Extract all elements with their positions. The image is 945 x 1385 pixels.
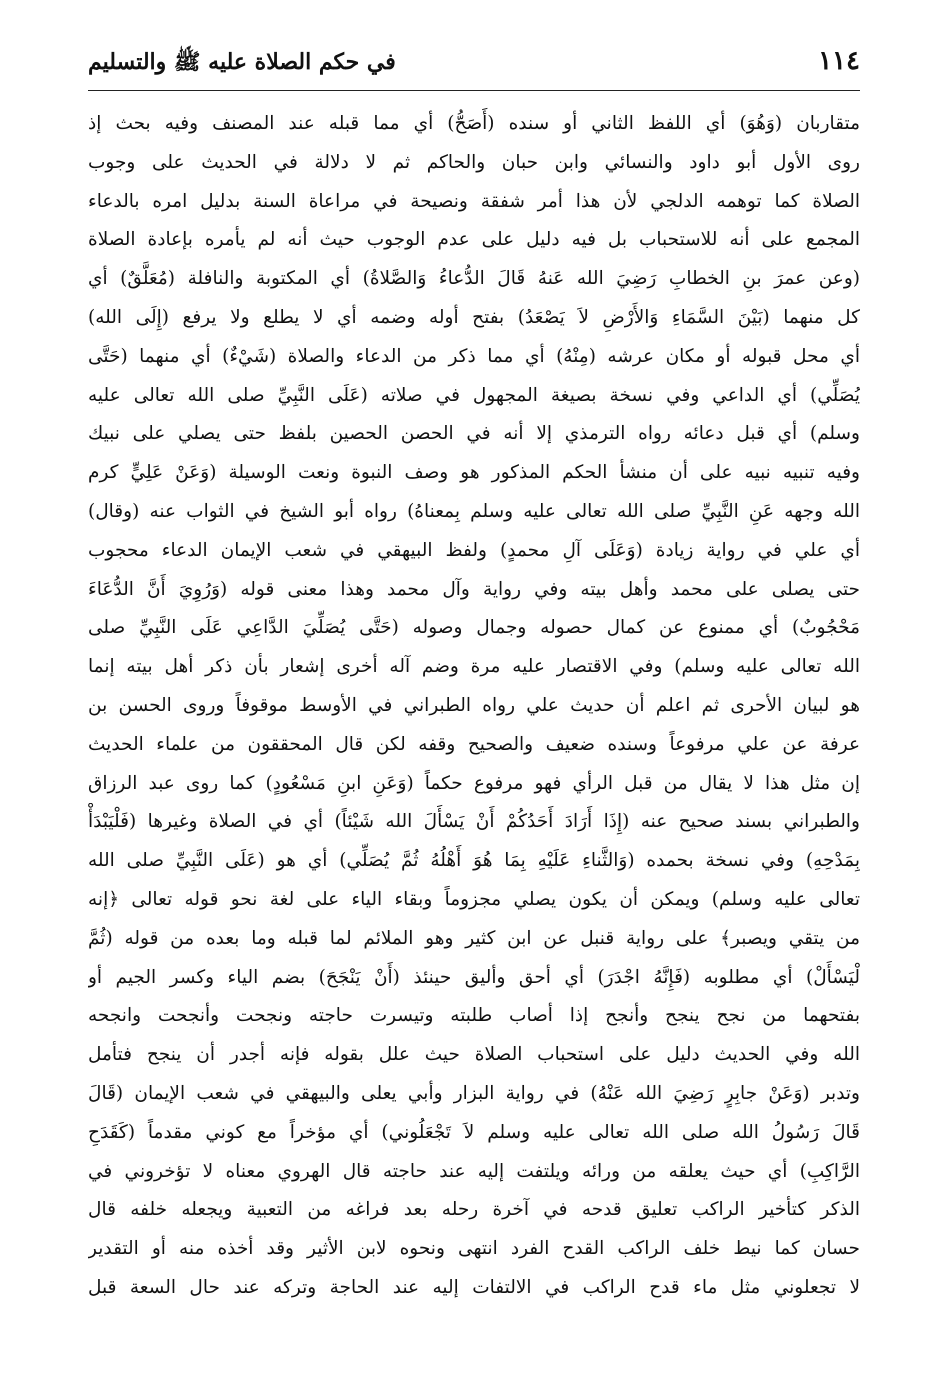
text-line: الرَّاكِبِ) أي حيث يعلقه من ورائه ويلتفت إليه عند حاجته قال الهروي معناه لا تؤخروني في [88,1160,860,1182]
page-header [88,36,860,91]
text-line: المجمع على أنه للاستحباب بل فيه دليل على عدم الوجوب حيث أنه لم يأمره بإعادة الصلاة [88,229,860,251]
book-page [88,36,860,1356]
text-line: الذكر كتأخير الراكب تعليق قدحه في آخرة رحله بعد فراغه من التعبية ويجعله خلفه قال [88,1199,860,1221]
text-line: بفتحهما من نجح ينجح وأنجح إذا أصاب طلبته وتيسرت حاجته ونجحت وأنجحت وانجحه [88,1005,860,1027]
text-line: وتدبر (وَعَنْ جابِرٍ رَضِيَ الله عَنْهُ) في رواية البزار وأبي يعلى والبيهقي في شعب الإيمان (قَالَ [88,1082,860,1104]
running-title: في حكم الصلاة عليه ﷺ والتسليم [88,49,396,75]
text-line: أي محل قبوله أو مكان عرشه (مِنْهُ) أي مما ذكر من الدعاء والصلاة (شَيْءٌ) أي منهما (حَتَّى [88,345,860,367]
page-number: ١١٤ [818,46,860,76]
text-line: كل منهما (بَيْنَ السَّمَاءِ وَالأَرْضِ لاَ يَصْعَدُ) بفتح أوله وضمه أي لا يطلع ولا يرفع (إِلَى الله) [88,306,860,328]
text-line: (وعن عمرَ بنِ الخطابِ رَضِيَ الله عَنهُ قَالَ الدُّعاءُ وَالصَّلاةُ) أي المكتوبة والنافلة (مُعَلَّقٌ) أي [88,268,860,290]
text-line: عرفة عن علي مرفوعاً وسنده ضعيف والصحيح وقفه لكن قال المحققون من علماء الحديث [88,733,860,755]
text-line: يُصَلِّي) أي الداعي وفي نسخة بصيغة المجهول في صلاته (عَلَى النَّبِيِّ صلى الله تعالى عليه [88,384,860,406]
text-line: الله وجهه عَنِ النَّبِيِّ صلى الله تعالى عليه وسلم بِمعناهُ) رواه أبو الشيخ في الثواب عنه (وقال) [88,500,860,522]
text-line: الله وفي الحديث دليل على استحباب الصلاة حيث علل بقوله فإنه أجدر أن ينجح فتأمل [88,1044,860,1066]
text-line: لا تجعلوني مثل ماء قدح الراكب في الالتفات إليه عند الحاجة وتركه عند حال السعة قبل [88,1276,860,1298]
text-line: حسان كما نيط خلف الراكب القدح الفرد انتهى ونحوه لابن الأثير وقد أخذه منه أو التقدير [88,1238,860,1260]
text-line: روى الأول أبو داود والنسائي وابن حبان والحاكم ثم لا دلالة في الحديث على وجوب [88,151,860,173]
body-text [88,105,860,1308]
text-line: قَالَ رَسُولُ الله صلى الله تعالى عليه وسلم لاَ تَجْعَلُوني) أي مؤخراً مع كوني مقدماً (كَقَدَحِ [88,1121,860,1143]
text-line: الله تعالى عليه وسلم) وفي الاقتصار عليه مرة وضم آله أخرى إشعار بأن ذكر أهل بيته إنما [88,656,860,678]
text-line: أي علي في رواية زيادة (وَعَلَى آلِ محمدٍ) ولفظ البيهقي في شعب الإيمان الدعاء محجوب [88,539,860,561]
text-line: إن مثل هذا لا يقال من قبل الرأي فهو مرفوع حكماً (وَعَنِ ابنِ مَسْعُودٍ) كما روى عبد الرزاق [88,772,860,794]
text-line: هو لبيان الأحرى ثم اعلم أن حديث علي رواه الطبراني في الأوسط موقوفاً وروى الحسن بن [88,694,860,716]
text-line: وسلم) أي قبل دعائه رواه الترمذي إلا أنه في الحصن الحصين بلفظ حتى يصلي على نبيك [88,423,860,445]
text-line: لْيَسْأَلْ) أي مطلوبه (فَإِنَّهُ اجْدَرَ) أي أحق وأليق حينئذ (أَنْ يَنْجَحَ) بضم الياء وكسر الجيم أو [88,966,860,988]
text-line: بِمَدْحِهِ) وفي نسخة بحمده (وَالثَّناءِ عَلَيْهِ بِمَا هُوَ أَهْلُهُ ثُمَّ يُصَلِّي) أي هو (عَلَى النَّبِيِّ صلى الله [88,850,860,872]
text-line: الصلاة كما توهمه الدلجي لأن هذا أمر شفقة ونصيحة في مراعاة السنة بدليل امره بالدعاء [88,190,860,212]
text-line: من يتقي ويصبر﴾ على رواية قنبل عن ابن كثير وهو الملائم لما قبله وما بعده من قوله (ثُمَّ [88,927,860,949]
text-line: مَحْجُوبٌ) أي ممنوع عن كمال حصوله وجمال وصوله (حَتَّى يُصَلِّيَ الدَّاعِي عَلَى النَّبِيِّ صلى [88,617,860,639]
text-line: والطبراني بسند صحيح عنه (إِذَا أَرَادَ أَحَدُكُمْ أَنْ يَسْأَلَ الله شَيْئاً) أي في الصلاة وغيرها (فَلْيَبْدَأْ [88,811,860,833]
text-line: تعالى عليه وسلم) ويمكن أن يكون يصلي مجزوماً وبقاء الياء على لغة نحو قوله تعالى ﴿إنه [88,888,860,910]
text-line: حتى يصلى على محمد وأهل بيته وفي رواية وآل محمد وهذا معنى قوله (وَرُوِيَ أَنَّ الدُّعَاءَ [88,578,860,600]
text-line: متقاربان (وَهُوَ) أي اللفظ الثاني أو سنده (أَصَحُّ) أي مما قبله عند المصنف وفيه بحث إذ [88,113,860,134]
text-line: وفيه تنبيه نبيه على أن منشأ الحكم المذكور هو وصف النبوة ونعت الوسيلة (وَعَنْ عَلِيٍّ كرم [88,462,860,484]
